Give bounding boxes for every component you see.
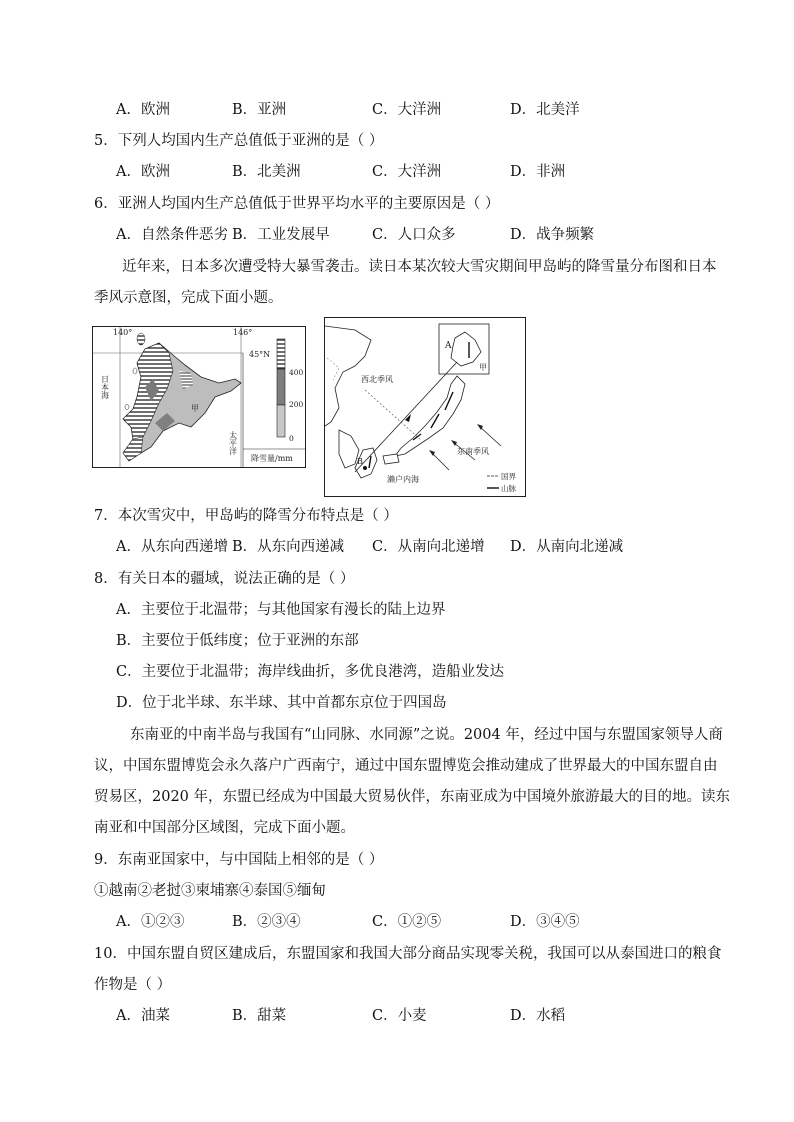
legend-tick-400: 400 (289, 368, 304, 377)
label-a: A (445, 341, 452, 351)
sea-intro-line-3: 贸易区，2020 年，东盟已经成为中国最大贸易伙伴，东南亚成为中国境外旅游最大的目的地。读东 (94, 789, 731, 805)
q7-option-a: A．从东向西递增 (116, 539, 228, 555)
q8-option-a: A．主要位于北温带；与其他国家有漫长的陆上边界 (116, 602, 446, 618)
q8-stem: 8．有关日本的疆域，说法正确的是（ ） (94, 571, 355, 587)
q9-option-b: B．②③④ (232, 914, 301, 930)
q5-option-b: B．北美洲 (232, 164, 301, 180)
q9-option-d: D．③④⑤ (510, 914, 580, 930)
q9-option-c: C．①②⑤ (372, 914, 442, 930)
snowfall-map (92, 326, 306, 468)
sea-intro-line-2: 议，中国东盟博览会永久落户广西南宁，通过中国东盟博览会推动建成了世界最大的中国东盟自由 (94, 758, 718, 774)
japan-sea-label: 日本海 (100, 375, 110, 399)
pacific-label: 太平洋 (228, 431, 238, 455)
q4-option-b: B．亚洲 (232, 102, 287, 118)
q7-stem: 7．本次雪灾中，甲岛屿的降雪分布特点是（ ） (94, 508, 398, 524)
label-jia-inset: 甲 (479, 363, 487, 372)
q10-option-d: D．水稻 (510, 1008, 566, 1024)
q6-option-d: D．战争频繁 (510, 227, 595, 243)
legend-tick-0: 0 (289, 434, 294, 443)
snowfall-legend-title: 降雪量/mm (251, 454, 293, 463)
inland-sea-label: 濑户内海 (387, 475, 419, 484)
q10-stem-line-2: 作物是（ ） (94, 977, 172, 993)
island-jia-label: 甲 (191, 404, 199, 413)
japan-intro-line-1: 近年来，日本多次遭受特大暴雪袭击。读日本某次较大雪灾期间甲岛屿的降雪量分布图和日本 (122, 259, 717, 275)
q5-option-c: C．大洋洲 (372, 164, 442, 180)
q6-option-c: C．人口众多 (372, 227, 456, 243)
q8-option-c: C．主要位于北温带；海岸线曲折，多优良港湾，造船业发达 (116, 664, 505, 680)
label-b: B (357, 457, 363, 466)
q4-option-d: D．北美洋 (510, 102, 580, 118)
lon-146-label: 146° (233, 328, 253, 337)
legend-tick-200: 200 (289, 400, 304, 409)
q9-stem: 9．东南亚国家中，与中国陆上相邻的是（ ） (94, 852, 384, 868)
q7-option-d: D．从南向北递减 (510, 539, 624, 555)
q10-option-c: C．小麦 (372, 1008, 427, 1024)
japan-intro-line-2: 季风示意图，完成下面小题。 (94, 290, 283, 306)
q8-option-b: B．主要位于低纬度；位于亚洲的东部 (116, 633, 359, 649)
lat-45-label: 45°N (249, 350, 271, 359)
q4-option-a: A．欧洲 (116, 102, 170, 118)
q10-stem-line-1: 10．中国东盟自贸区建成后，东盟国家和我国大部分商品实现零关税，我国可以从泰国进口的粮食 (94, 946, 722, 962)
q10-option-a: A．油菜 (116, 1008, 170, 1024)
japan-monsoon-svg (325, 318, 525, 496)
q6-option-a: A．自然条件恶劣 (116, 227, 228, 243)
q10-option-b: B．甜菜 (232, 1008, 287, 1024)
q5-stem: 5．下列人均国内生产总值低于亚洲的是（ ） (94, 133, 384, 149)
q4-option-c: C．大洋洲 (372, 102, 442, 118)
q5-option-d: D．非洲 (510, 164, 566, 180)
legend-border-label: 国界 (501, 472, 516, 481)
q7-option-c: C．从南向北递增 (372, 539, 485, 555)
legend-mountain-label: 山脉 (501, 484, 516, 493)
nw-monsoon-label: 西北季风 (361, 375, 393, 384)
snowfall-map-svg (93, 327, 305, 467)
q5-option-a: A．欧洲 (116, 164, 170, 180)
sea-intro-line-1: 东南亚的中南半岛与我国有“山同脉、水同源”之说。2004 年，经过中国与东盟国家领导人商 (130, 727, 723, 743)
q9-option-a: A．①②③ (116, 914, 185, 930)
sea-intro-line-4: 南亚和中国部分区域图，完成下面小题。 (94, 820, 355, 836)
q7-option-b: B．从东向西递减 (232, 539, 345, 555)
q6-stem: 6．亚洲人均国内生产总值低于世界平均水平的主要原因是（ ） (94, 196, 500, 212)
se-monsoon-label: 东南季风 (457, 447, 489, 456)
japan-monsoon-map (324, 317, 526, 497)
q8-option-d: D．位于北半球、东半球、其中首都东京位于四国岛 (116, 695, 447, 711)
q6-option-b: B．工业发展早 (232, 227, 330, 243)
q9-choices: ①越南②老挝③柬埔寨④泰国⑤缅甸 (94, 883, 326, 899)
lon-140-label: 140° (113, 328, 133, 337)
